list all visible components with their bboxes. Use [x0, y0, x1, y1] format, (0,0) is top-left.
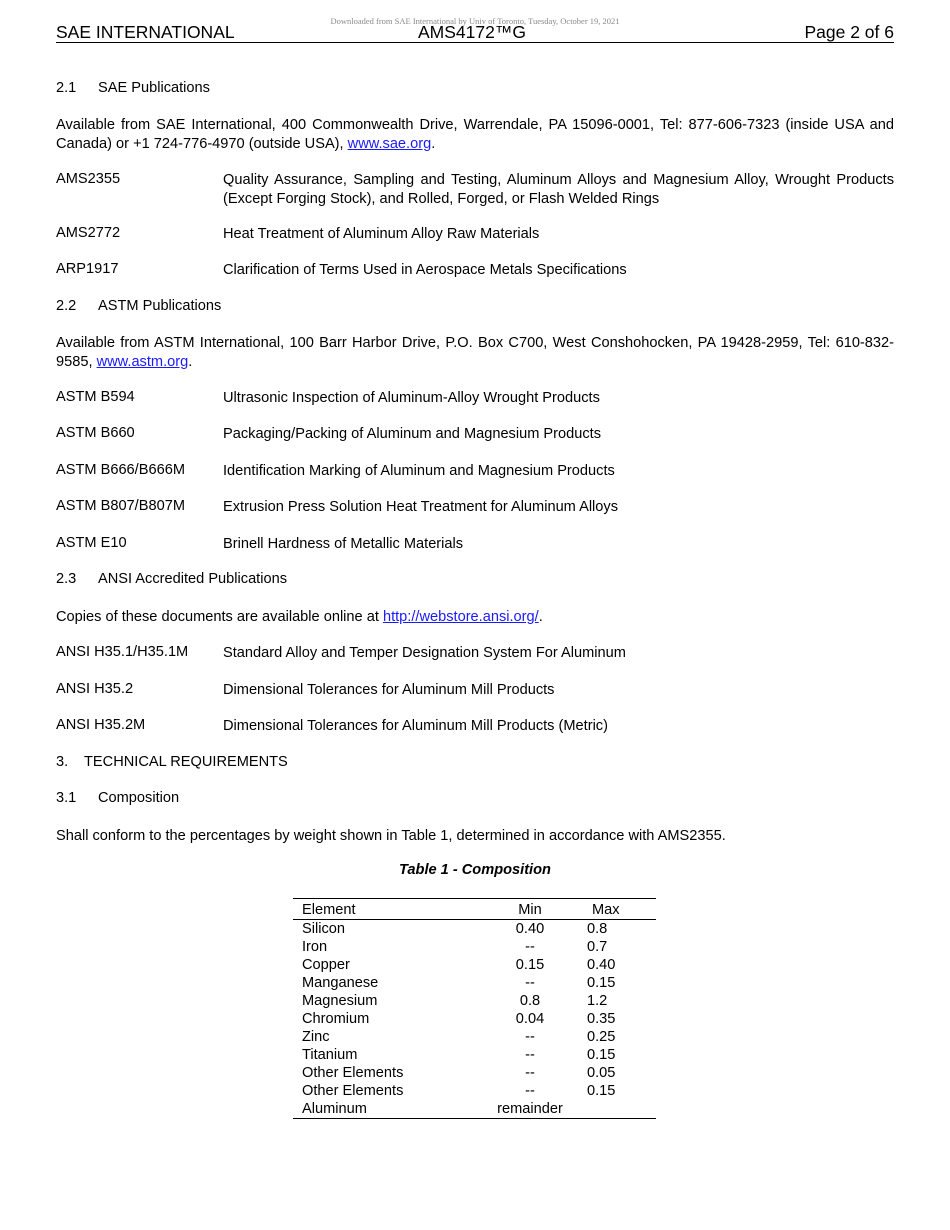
period: .: [188, 353, 193, 370]
cell-element: Magnesium: [302, 993, 378, 1009]
cell-element: Manganese: [302, 975, 379, 991]
cell-max: 0.40: [587, 957, 616, 973]
cell-max: 0.05: [587, 1065, 616, 1081]
cell-element: Chromium: [302, 1011, 370, 1027]
cell-element: Silicon: [302, 921, 345, 937]
cell-max: 0.15: [587, 975, 616, 991]
table-row: [293, 956, 656, 974]
header-rule: [56, 42, 894, 43]
composition-text: Shall conform to the percentages by weight shown in Table 1, determined in accordance with AMS2355.: [56, 828, 726, 844]
period: .: [538, 609, 543, 625]
ref-code: ARP1917: [56, 261, 119, 277]
ref-code: ASTM B660: [56, 425, 135, 441]
cell-min: 0.40: [515, 921, 545, 937]
cell-min: 0.8: [519, 993, 541, 1009]
period: .: [431, 135, 436, 152]
ref-code: ASTM B594: [56, 389, 135, 405]
column-header-min: Min: [485, 899, 575, 920]
section-title: Composition: [98, 790, 180, 806]
ref-title: Packaging/Packing of Aluminum and Magnesium Products: [223, 426, 602, 442]
section-number: 3.: [56, 754, 69, 770]
section-number: 3.1: [56, 790, 77, 806]
table-row: [293, 920, 656, 939]
ref-code: ANSI H35.2M: [56, 717, 146, 733]
ref-code: ASTM E10: [56, 535, 127, 551]
sae-website-link[interactable]: www.sae.org: [347, 135, 432, 152]
table-row: [293, 1046, 656, 1064]
section-title: SAE Publications: [98, 80, 210, 96]
cell-max: 1.2: [587, 993, 608, 1009]
cell-min: --: [525, 975, 535, 991]
column-header-max: Max: [575, 899, 656, 920]
table-caption: Table 1 - Composition: [399, 862, 551, 878]
ref-title: Dimensional Tolerances for Aluminum Mill Products: [223, 682, 555, 698]
composition-table: [293, 898, 656, 1119]
header-org: SAE INTERNATIONAL: [56, 22, 235, 42]
ref-title: Ultrasonic Inspection of Aluminum-Alloy Wrought Products: [223, 390, 600, 406]
section-2-2-heading: [56, 298, 221, 314]
ref-title: Brinell Hardness of Metallic Materials: [223, 536, 464, 552]
table-row: [293, 1064, 656, 1082]
section-2-3-heading: [56, 571, 287, 587]
ref-title: Dimensional Tolerances for Aluminum Mill Products (Metric): [223, 718, 608, 734]
section-3-1-heading: [56, 790, 179, 806]
cell-min: --: [525, 939, 535, 955]
ref-code: ASTM B807/B807M: [56, 498, 185, 514]
cell-max: 0.8: [587, 921, 608, 937]
cell-min: --: [525, 1083, 535, 1099]
section-number: 2.1: [56, 80, 77, 96]
table-row: [293, 974, 656, 992]
ref-title: Standard Alloy and Temper Designation System For Aluminum: [223, 645, 626, 661]
cell-element: Other Elements: [302, 1065, 404, 1081]
table-row: [293, 1028, 656, 1046]
ref-code: ASTM B666/B666M: [56, 462, 185, 478]
availability-text: Copies of these documents are available online at: [56, 609, 383, 625]
table-header-row: [293, 899, 656, 920]
cell-min: --: [525, 1047, 535, 1063]
ref-code: ANSI H35.1/H35.1M: [56, 644, 189, 660]
sae-availability-text: [56, 116, 894, 153]
cell-element: Other Elements: [302, 1083, 404, 1099]
ref-code: AMS2355: [56, 171, 121, 187]
cell-max: 0.25: [587, 1029, 616, 1045]
cell-min: remainder: [485, 1100, 575, 1119]
ref-code: AMS2772: [56, 225, 121, 241]
cell-min: 0.15: [515, 957, 545, 973]
section-3-heading: [56, 754, 288, 770]
table-row: [293, 1010, 656, 1028]
section-title: ANSI Accredited Publications: [98, 571, 288, 587]
cell-element: Titanium: [302, 1047, 358, 1063]
cell-min: 0.04: [515, 1011, 545, 1027]
section-2-1-heading: [56, 80, 210, 96]
ref-title: Clarification of Terms Used in Aerospace Metals Specifications: [223, 262, 627, 278]
cell-element: Iron: [302, 939, 328, 955]
astm-website-link[interactable]: www.astm.org: [96, 353, 189, 370]
ref-code: ANSI H35.2: [56, 681, 134, 697]
ref-title: Extrusion Press Solution Heat Treatment for Aluminum Alloys: [223, 499, 619, 515]
cell-max: 0.15: [587, 1047, 616, 1063]
ref-title: Identification Marking of Aluminum and Magnesium Products: [223, 463, 615, 479]
cell-min: --: [525, 1065, 535, 1081]
cell-max: 0.7: [587, 939, 608, 955]
table-row: [293, 992, 656, 1010]
ref-title: Quality Assurance, Sampling and Testing, Aluminum Alloys and Magnesium Alloy, Wrought Products (Except Forging Stock), and Rolled, Forged, or Flash Welded Rings: [223, 172, 894, 207]
table-row: [293, 938, 656, 956]
cell-element: Copper: [302, 957, 350, 973]
ansi-availability-text: [56, 608, 894, 627]
download-watermark: Downloaded from SAE International by Univ of Toronto, Tuesday, October 19, 2021: [330, 16, 620, 26]
table-row: [293, 1100, 656, 1119]
table-row: [293, 1082, 656, 1100]
header-doc-id: AMS4172™G: [418, 22, 526, 42]
availability-text: Available from ASTM International, 100 Barr Harbor Drive, P.O. Box C700, West Conshohocken, PA 19428-2959, Tel: 610-832-9585,: [56, 335, 894, 370]
column-header-element: Element: [293, 899, 485, 920]
cell-element: Aluminum: [293, 1100, 485, 1119]
availability-text: Available from SAE International, 400 Commonwealth Drive, Warrendale, PA 15096-0001, Tel: 877-606-7323 (inside USA and Canada) or +1 724-776-4970 (outside USA),: [56, 117, 894, 152]
cell-max: 0.35: [587, 1011, 616, 1027]
astm-availability-text: [56, 334, 894, 371]
cell-max: [575, 1100, 656, 1119]
header-page-number: Page 2 of 6: [804, 22, 894, 42]
cell-min: --: [525, 1029, 535, 1045]
section-number: 2.3: [56, 571, 77, 587]
cell-max: 0.15: [587, 1083, 616, 1099]
section-title: TECHNICAL REQUIREMENTS: [84, 754, 288, 770]
ref-title: Heat Treatment of Aluminum Alloy Raw Materials: [223, 226, 540, 242]
cell-element: Zinc: [302, 1029, 330, 1045]
ansi-webstore-link[interactable]: http://webstore.ansi.org/: [382, 609, 539, 625]
section-title: ASTM Publications: [98, 298, 222, 314]
section-number: 2.2: [56, 298, 77, 314]
